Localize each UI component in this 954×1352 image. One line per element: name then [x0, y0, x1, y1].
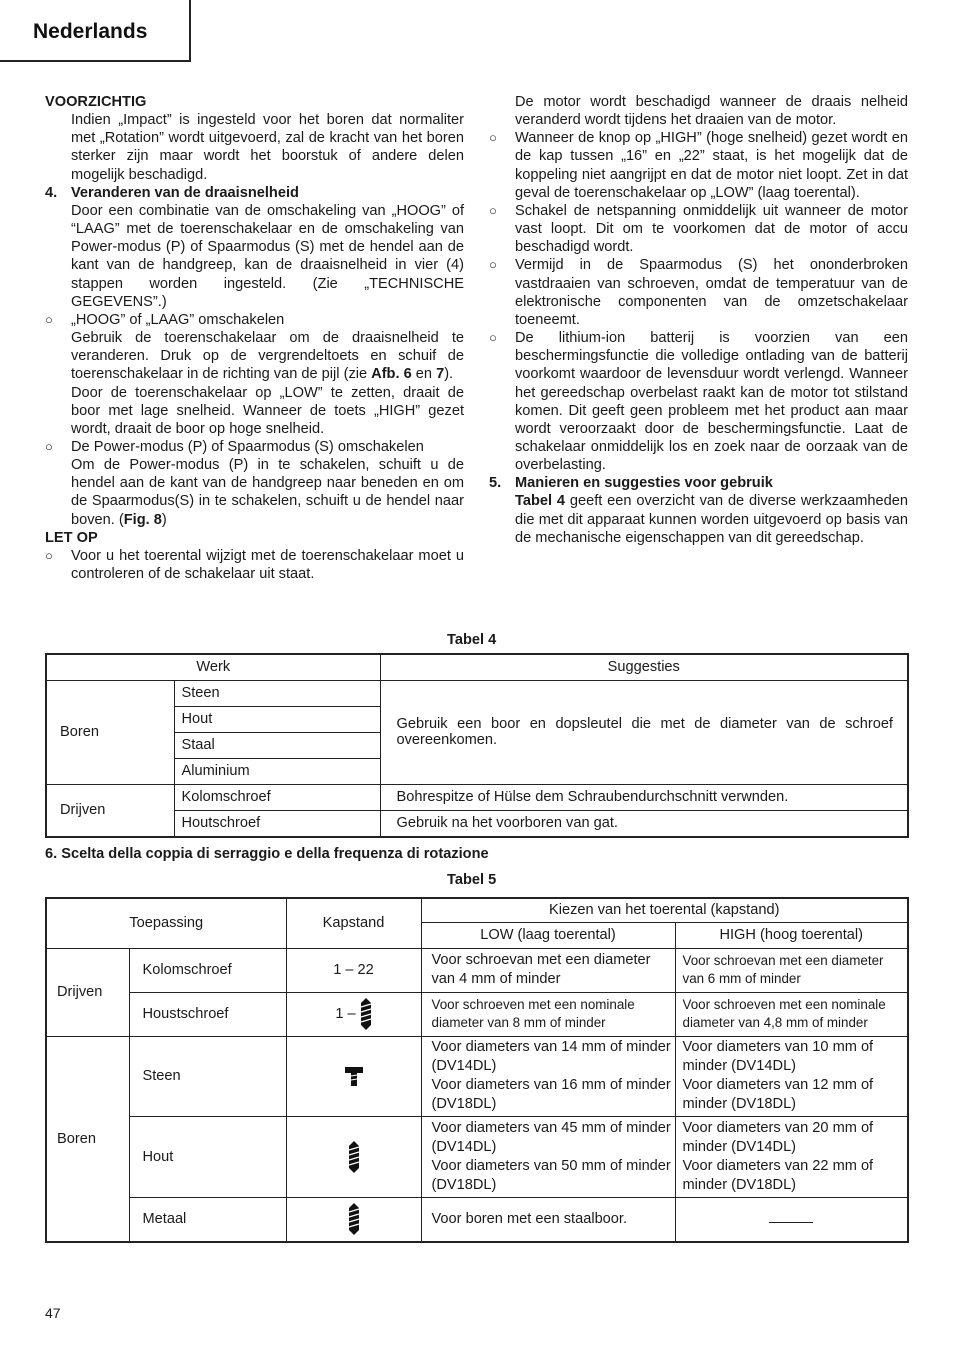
- bullet-spaarmodus: ○ Vermijd in de Spaarmodus (S) het ononderbroken vastdraaien van schroeven, omdat de temperatuur van de elektronische componenten van de omzetschakelaar toeneemt.: [489, 257, 908, 328]
- right-column: [489, 93, 908, 547]
- section-4-text: Door een combinatie van de omschakeling van „HOOG” of “LAAG” met de toerenschakelaar en de omschakeling van Power-modus (P) of Spaarmodus (S) met de hendel aan de kant van de handgreep, kan de draaisnelheid in vier (4) stappen worden ingesteld. (Zie „TECHNISCHE GEGEVENS”.): [71, 202, 464, 310]
- cell-metaal-low: Voor boren met een staalboor.: [421, 1197, 675, 1242]
- table-5-caption: Tabel 5: [447, 872, 497, 888]
- cell-kolomschroef: Kolomschroef: [174, 784, 380, 810]
- cell-houstschroef: Houstschroef: [129, 992, 286, 1036]
- cell-hout-low: Voor diameters van 45 mm of minder (DV14DL) Voor diameters van 50 mm of minder (DV18DL): [421, 1116, 675, 1197]
- table-5: [45, 897, 909, 1243]
- cell-aluminium: Aluminium: [174, 758, 380, 784]
- section-6-heading: 6. Scelta della coppia di serraggio e della frequenza di rotazione: [45, 846, 489, 862]
- caution-title: VOORZICHTIG: [45, 94, 147, 110]
- cell-steen-kapstand: [286, 1036, 421, 1116]
- cell-hout: Hout: [129, 1116, 286, 1197]
- bullet-lithium-ion: ○ De lithium-ion batterij is voorzien van een beschermingsfunctie die volledige ontlading van de batterij voorkomt waardoor de levensduur wordt verlengd. Wanneer het gereedschap overbelast raakt kan de motor tot stilstand komen. Dit geeft geen probleem met het product aan maar wordt veroorzaakt door de beschermingsfunctie. Laat de schakelaar onmiddelijk los en zoek naar de oorzaak van de overbelasting.: [489, 330, 908, 474]
- table-4: [45, 653, 909, 838]
- header-suggesties: Suggesties: [380, 654, 908, 680]
- bullet-circle-icon: ○: [45, 438, 53, 454]
- bullet-hoog-laag: ○ „HOOG” of „LAAG” omschakelen Gebruik de toerenschakelaar om de draaisnelheid te veranderen. Druk op de vergrendeltoets en schuif de toerenschakelaar in de richting van de pijl (zie Afb. 6 en 7). Door de toerenschakelaar op „LOW” te zetten, draait de boor met lage snelheid. Wanneer de toets „HIGH” gezet wordt, draait de boor op hoge snelheid.: [45, 311, 464, 437]
- header-kapstand: Kapstand: [286, 898, 421, 948]
- bullet-high-knop: ○ Wanneer de knop op „HIGH” (hoge snelheid) gezet wordt en de kap tussen „16” en „22” staat, is het mogelijk dat de koppeling niet aangrijpt en dat de motor niet loopt. Zet in dat geval de toerenschakelaar op „LOW” (laag toerental).: [489, 130, 908, 201]
- bullet-circle-icon: ○: [489, 257, 497, 273]
- cell-kolomschroef-low: Voor schroevan met een diameter van 4 mm of minder: [421, 948, 675, 992]
- bullet-netspanning: ○ Schakel de netspanning onmiddelijk uit wanneer de motor vast loopt. Dit om te voorkomen dat de motor of accu beschadigd wordt.: [489, 202, 908, 256]
- cell-houtschroef-suggestie: Gebruik na het voorboren van gat.: [380, 810, 908, 837]
- cell-steen: Steen: [174, 680, 380, 706]
- cell-steen: Steen: [129, 1036, 286, 1116]
- cell-hout: Hout: [174, 706, 380, 732]
- bullet-circle-icon: ○: [489, 330, 497, 346]
- header-kiezen-toerental: Kiezen van het toerental (kapstand): [421, 898, 908, 922]
- cell-kolomschroef: Kolomschroef: [129, 948, 286, 992]
- section-5-text: Tabel 4 geeft een overzicht van de diverse werkzaamheden die met dit apparaat kunnen worden uitgevoerd op basis van de mechanische eigenschappen van dit gereedschap.: [515, 493, 908, 546]
- section-5-heading: 5. Manieren en suggesties voor gebruik: [489, 475, 773, 492]
- table-4-caption: Tabel 4: [447, 632, 497, 648]
- cell-hout-high: Voor diameters van 20 mm of minder (DV14DL) Voor diameters van 22 mm of minder (DV18DL): [675, 1116, 908, 1197]
- cell-hout-kapstand: [286, 1116, 421, 1197]
- cell-metaal-high: [675, 1197, 908, 1242]
- bullet-power-mode: ○ De Power-modus (P) of Spaarmodus (S) omschakelen Om de Power-modus (P) in te schakelen, schuift u de hendel aan de kant van de handgreep naar beneden en om de Spaarmodus(S) in te schakelen, schuift u de hendel naar boven. (Fig. 8): [45, 438, 464, 528]
- bullet-circle-icon: ○: [489, 130, 497, 146]
- letop-title: LET OP: [45, 529, 98, 546]
- bullet-circle-icon: ○: [45, 311, 53, 327]
- section-4-heading: 4. Veranderen van de draaisnelheid: [45, 184, 299, 201]
- cell-steen-low: Voor diameters van 14 mm of minder (DV14DL) Voor diameters van 16 mm of minder (DV18DL): [421, 1036, 675, 1116]
- cell-drijven: Drijven: [46, 948, 129, 1036]
- language-label: Nederlands: [33, 20, 148, 43]
- drill-bit-icon: [348, 1203, 360, 1235]
- cell-houstschroef-high: Voor schroeven met een nominale diameter van 4,8 mm of minder: [675, 992, 908, 1036]
- cell-boren: Boren: [46, 680, 174, 784]
- cell-metaal-kapstand: [286, 1197, 421, 1242]
- cell-metaal: Metaal: [129, 1197, 286, 1242]
- bullet-circle-icon: ○: [489, 202, 497, 218]
- left-column: [45, 93, 464, 583]
- cell-kolomschroef-kapstand: 1 – 22: [286, 948, 421, 992]
- caution-text: Indien „Impact” is ingesteld voor het boren dat normaliter met „Rotation” wordt uitgevoerd, zal de kracht van het boren sterker zijn maar wordt het boorstuk of andere delen mogelijk beschadigd.: [71, 112, 464, 183]
- cell-kolomschroef-suggestie: Bohrespitze of Hülse dem Schraubendurchschnitt verwnden.: [380, 784, 908, 810]
- cell-kolomschroef-high: Voor schroevan met een diameter van 6 mm of minder: [675, 948, 908, 992]
- empty-dash: [769, 1222, 813, 1223]
- cell-drijven: Drijven: [46, 784, 174, 837]
- letop-bullet: ○ Voor u het toerental wijzigt met de toerenschakelaar moet u controleren of de schakelaar uit staat.: [45, 547, 464, 583]
- cell-steen-high: Voor diameters van 10 mm of minder (DV14DL) Voor diameters van 12 mm of minder (DV18DL): [675, 1036, 908, 1116]
- cell-houtschroef: Houtschroef: [174, 810, 380, 837]
- hammer-drill-icon: [343, 1065, 365, 1087]
- cell-staal: Staal: [174, 732, 380, 758]
- language-tab: [0, 0, 191, 62]
- drill-bit-icon: [348, 1141, 360, 1173]
- cell-boren-suggestie: Gebruik een boor en dopsleutel die met de diameter van de schroef overeenkomen.: [380, 680, 908, 784]
- cell-houstschroef-low: Voor schroeven met een nominale diameter van 8 mm of minder: [421, 992, 675, 1036]
- header-toepassing: Toepassing: [46, 898, 286, 948]
- cell-boren: Boren: [46, 1036, 129, 1242]
- motor-damage-text: De motor wordt beschadigd wanneer de draais nelheid veranderd wordt tijdens het draaien van de motor.: [515, 94, 908, 129]
- bullet-circle-icon: ○: [45, 547, 53, 563]
- drill-bit-icon: [360, 998, 372, 1030]
- page-number: 47: [45, 1305, 61, 1321]
- header-werk: Werk: [46, 654, 380, 680]
- cell-houstschroef-kapstand: 1 –: [286, 992, 421, 1036]
- header-low: LOW (laag toerental): [421, 922, 675, 948]
- header-high: HIGH (hoog toerental): [675, 922, 908, 948]
